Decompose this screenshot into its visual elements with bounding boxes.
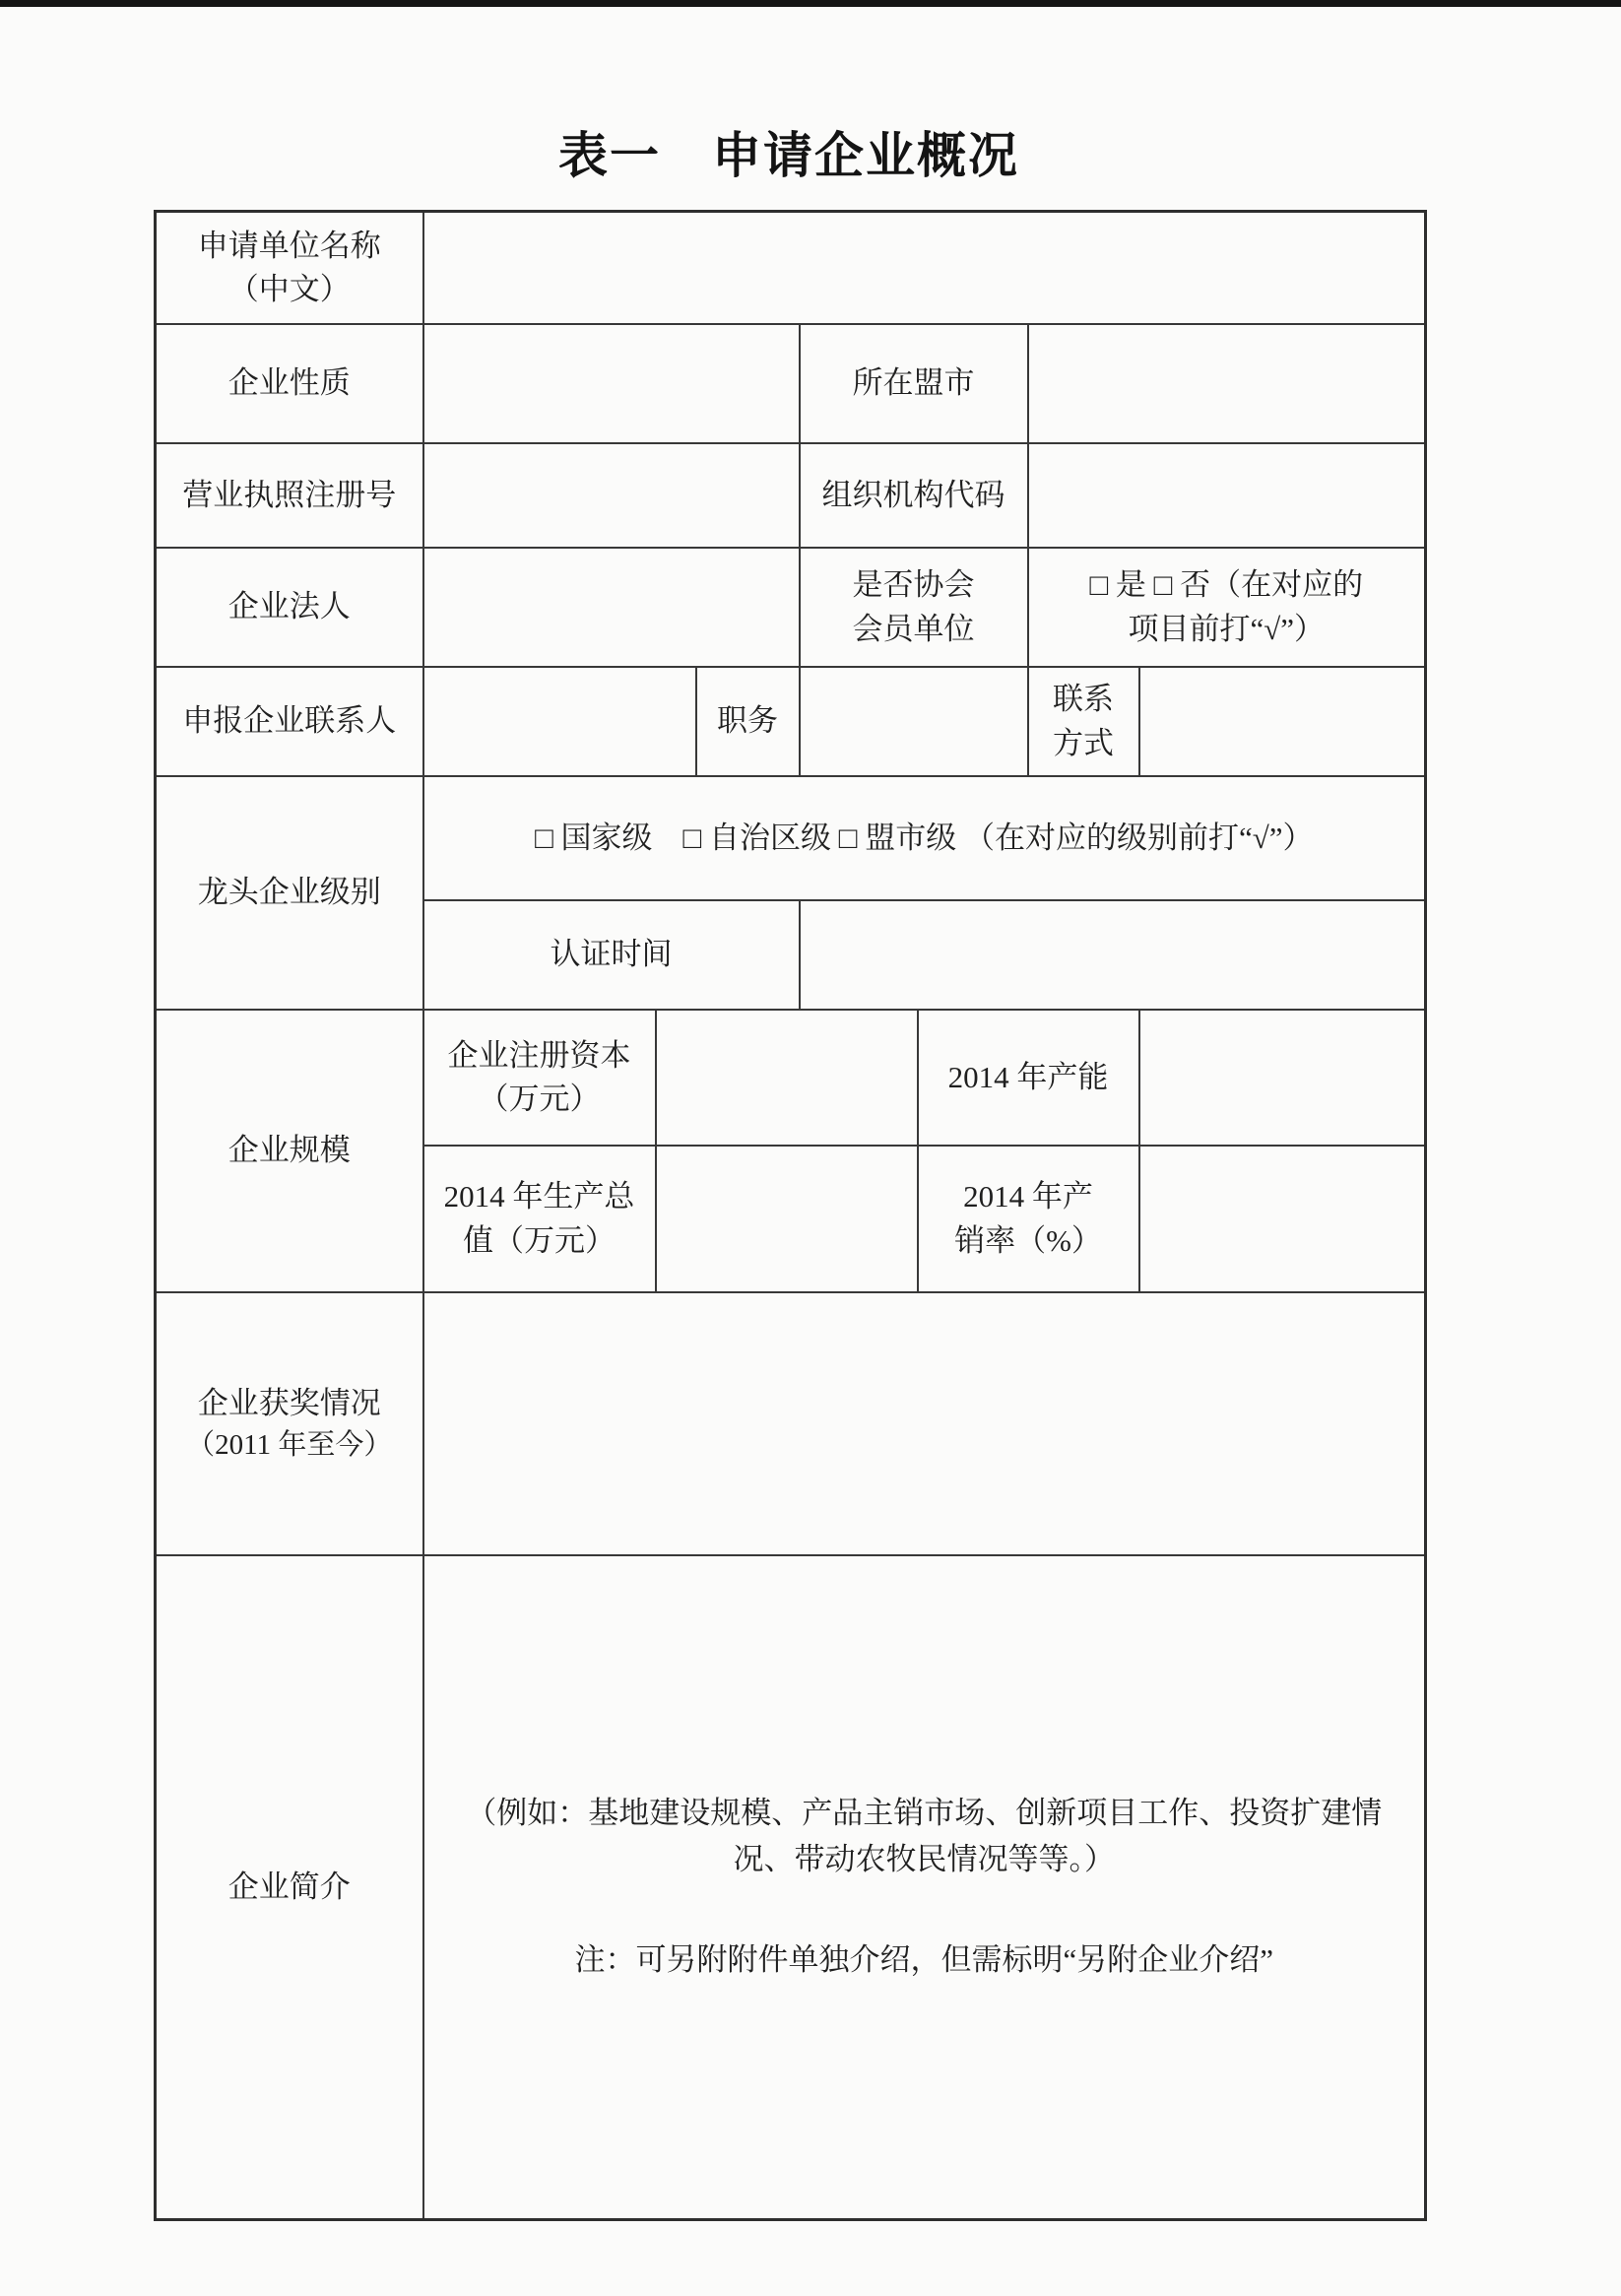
label-registered-capital-line1: 企业注册资本 bbox=[447, 1037, 631, 1073]
row-contact-person bbox=[156, 667, 1426, 776]
label-contact-person: 申报企业联系人 bbox=[156, 667, 423, 776]
association-member-options-line1: □ 是 □ 否（在对应的 bbox=[1089, 567, 1364, 603]
label-company-name bbox=[156, 212, 423, 325]
leading-level-options[interactable]: □ 国家级 □ 自治区级 □ 盟市级 （在对应的级别前打“√”） bbox=[423, 776, 1426, 900]
label-contact-method-line2: 方式 bbox=[1053, 725, 1114, 760]
label-contact-method-line1: 联系 bbox=[1053, 682, 1114, 717]
label-sales-rate-2014-line1: 2014 年产 bbox=[963, 1179, 1093, 1214]
label-gross-output-2014-line1: 2014 年生产总 bbox=[443, 1179, 635, 1214]
label-business-license-no: 营业执照注册号 bbox=[156, 443, 423, 548]
field-position[interactable] bbox=[800, 667, 1028, 776]
field-org-code[interactable] bbox=[1028, 443, 1426, 548]
label-org-code: 组织机构代码 bbox=[800, 443, 1028, 548]
profile-example-hint: （例如：基地建设规模、产品主销市场、创新项目工作、投资扩建情况、带动农牧民情况等等。） bbox=[466, 1796, 1383, 1876]
label-position: 职务 bbox=[696, 667, 800, 776]
label-league-city: 所在盟市 bbox=[800, 324, 1028, 443]
row-company-name bbox=[156, 212, 1426, 325]
label-company-name-line2: （中文） bbox=[227, 272, 351, 306]
profile-attachment-note: 注：可另附附件单独介绍，但需标明“另附企业介绍” bbox=[574, 1942, 1274, 1978]
label-legal-person: 企业法人 bbox=[156, 548, 423, 667]
row-leading-level-options bbox=[156, 776, 1426, 900]
field-contact-method[interactable] bbox=[1139, 667, 1426, 776]
label-registered-capital-line2: （万元） bbox=[478, 1082, 601, 1116]
field-enterprise-nature[interactable] bbox=[423, 324, 800, 443]
field-enterprise-profile[interactable] bbox=[423, 1555, 1426, 2220]
association-member-options-line2: 项目前打“√”） bbox=[1128, 611, 1326, 646]
label-gross-output-2014-line2: 值（万元） bbox=[463, 1222, 616, 1258]
field-awards[interactable] bbox=[423, 1292, 1426, 1555]
field-sales-rate-2014[interactable] bbox=[1139, 1146, 1426, 1292]
label-enterprise-profile: 企业简介 bbox=[156, 1555, 423, 2220]
row-profile bbox=[156, 1555, 1426, 2220]
label-contact-method bbox=[1028, 667, 1139, 776]
field-certification-time[interactable] bbox=[800, 900, 1426, 1010]
field-company-name[interactable] bbox=[423, 212, 1426, 325]
form-title: 表一 申请企业概况 bbox=[558, 128, 1019, 183]
label-sales-rate-2014-line2: 销率（%） bbox=[954, 1222, 1102, 1258]
label-leading-enterprise-level: 龙头企业级别 bbox=[156, 776, 423, 1010]
field-league-city[interactable] bbox=[1028, 324, 1426, 443]
label-awards-line2: （2011 年至今） bbox=[186, 1428, 393, 1461]
label-awards bbox=[156, 1292, 423, 1555]
label-certification-time: 认证时间 bbox=[423, 900, 800, 1010]
field-legal-person[interactable] bbox=[423, 548, 800, 667]
row-license-orgcode bbox=[156, 443, 1426, 548]
label-company-name-line1: 申请单位名称 bbox=[197, 228, 381, 263]
label-enterprise-scale: 企业规模 bbox=[156, 1010, 423, 1292]
row-scale-capital-capacity bbox=[156, 1010, 1426, 1146]
field-registered-capital[interactable] bbox=[656, 1010, 918, 1146]
label-awards-line1: 企业获奖情况 bbox=[197, 1385, 381, 1420]
label-association-member-line1: 是否协会 bbox=[852, 567, 975, 603]
label-capacity-2014: 2014 年产能 bbox=[918, 1010, 1139, 1146]
field-capacity-2014[interactable] bbox=[1139, 1010, 1426, 1146]
label-association-member-line2: 会员单位 bbox=[852, 611, 975, 646]
row-legal-person bbox=[156, 548, 1426, 667]
field-contact-person[interactable] bbox=[423, 667, 696, 776]
field-gross-output-2014[interactable] bbox=[656, 1146, 918, 1292]
label-association-member bbox=[800, 548, 1028, 667]
application-form-table bbox=[154, 210, 1427, 2221]
label-enterprise-nature: 企业性质 bbox=[156, 324, 423, 443]
row-nature-city bbox=[156, 324, 1426, 443]
label-sales-rate-2014 bbox=[918, 1146, 1139, 1292]
label-gross-output-2014 bbox=[423, 1146, 656, 1292]
association-member-options[interactable] bbox=[1028, 548, 1426, 667]
field-business-license-no[interactable] bbox=[423, 443, 800, 548]
label-registered-capital bbox=[423, 1010, 656, 1146]
profile-hint-block bbox=[434, 1791, 1415, 1984]
scan-edge-artifact bbox=[0, 0, 1621, 7]
row-awards bbox=[156, 1292, 1426, 1555]
